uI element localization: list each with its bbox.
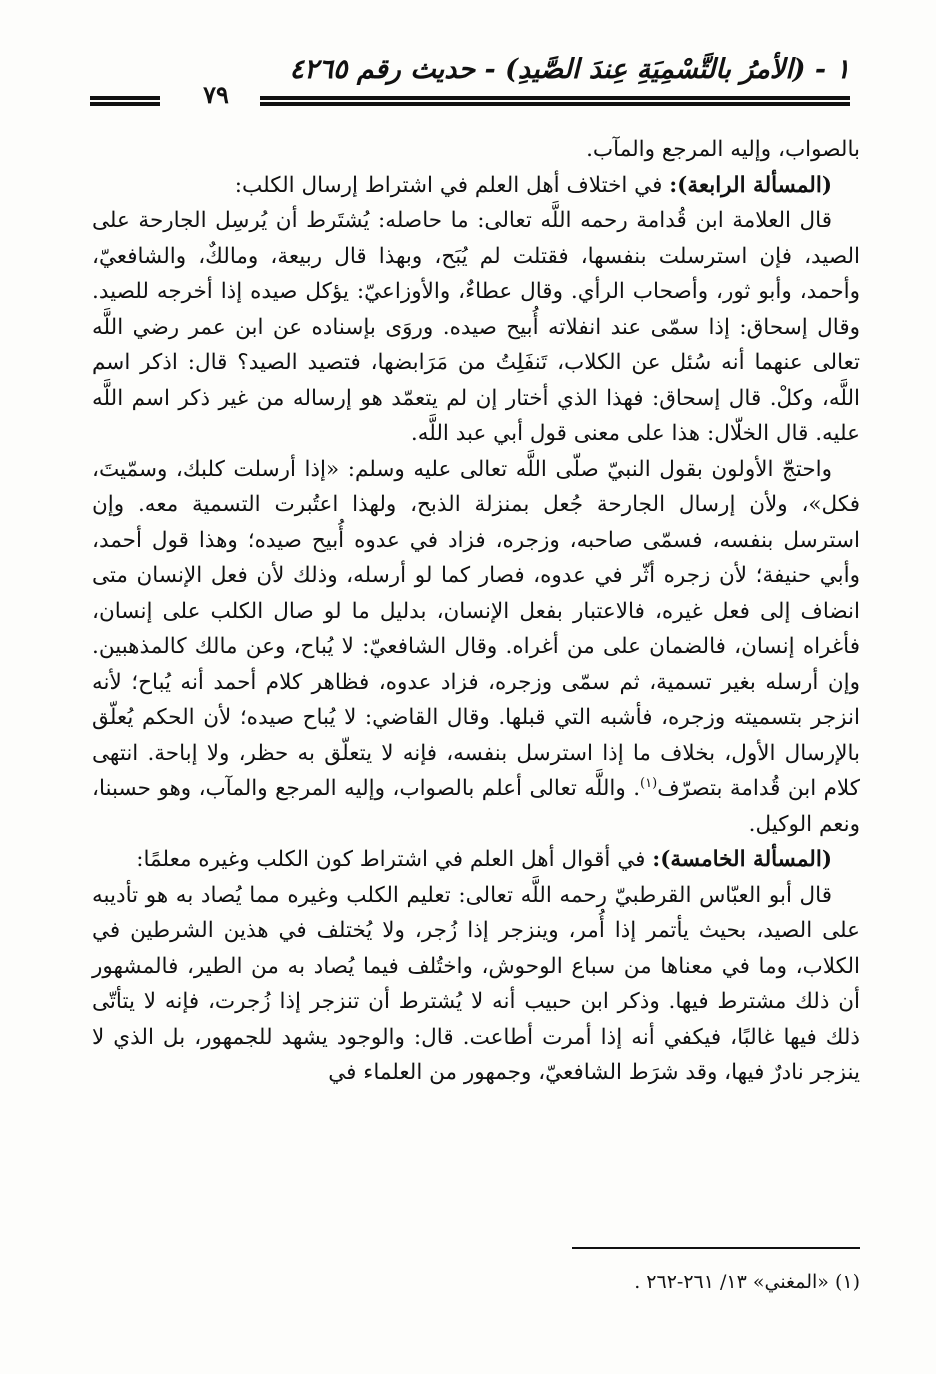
heading-4-label: (المسألة الرابعة):: [669, 172, 832, 198]
section-heading-4: [92, 168, 860, 204]
continuation-line: بالصواب، وإليه المرجع والمآب.: [586, 137, 860, 162]
heading-5-label: (المسألة الخامسة):: [652, 847, 832, 872]
page-header: [90, 52, 850, 110]
footnote-marker: (١): [640, 775, 658, 791]
header-rule-right: [260, 96, 850, 100]
footnote: (١) «المغني» ١٣/ ٢٦١-٢٦٢ .: [634, 1271, 860, 1293]
main-text: [92, 132, 860, 1091]
paragraph-arguments: [92, 452, 860, 843]
running-title: ١ - (الأمرُ بالتَّسْمِيَةِ عِندَ الصَّيدِ) - حديث رقم ٤٢٦٥: [289, 54, 850, 85]
heading-5-text: في أقوال أهل العلم في اشتراط كون الكلب وغيره معلمًا:: [136, 847, 653, 872]
paragraph-ibn-qudama: قال العلامة ابن قُدامة رحمه اللَّه تعالى: ما حاصله: يُشتَرط أن يُرسِل الجارحة على الصيد، فإن استرسلت بنفسها، فقتلت لم يُبَح، وبهذا قال ربيعة، ومالكٌ، والشافعيّ، وأحمد، وأبو ثور، وأصحاب الرأي. وقال عطاءٌ، والأوزاعيّ: يؤكل صيده إذا أخرجه للصيد. وقال إسحاق: إذا سمّى عند انفلاته أُبيح صيده. وروَى بإسناده عن ابن عمر رضي اللَّه تعالى عنهما أنه سُئل عن الكلاب، تَنفَلِتُ من مَرَابضها، فتصيد الصيد؟ قال: اذكر اسم اللَّه، وكلْ. قال إسحاق: فهذا الذي أختار إن لم يتعمّد هو إرساله من غير ذكر اسم اللَّه عليه. قال الخلّال: هذا على معنى قول أبي عبد اللَّه.: [92, 208, 860, 446]
section-heading-5: [92, 842, 860, 878]
paragraph-arguments-text: واحتجّ الأولون بقول النبيّ صلّى اللَّه تعالى عليه وسلم: «إذا أرسلت كلبك، وسمّيتَ، فكل»، ولأن إرسال الجارحة جُعل بمنزلة الذبح، ولهذا اعتُبرت التسمية معه. وإن استرسل بنفسه، فسمّى صاحبه، وزجره، فزاد في عدوه أُبيح صيده؛ وهذا قول أحمد، وأبي حنيفة؛ لأن زجره أثّر في عدوه، فصار كما لو أرسله، وذلك لأن فعل الإنسان متى انضاف إلى فعل غيره، فالاعتبار بفعل الإنسان، بدليل ما لو صال الكلب على إنسان، فأغراه إنسان، فالضمان على من أغراه. وقال الشافعيّ: لا يُباح، وعن مالك كالمذهبين. وإن أرسله بغير تسمية، ثم سمّى وزجره، فزاد عدوه، فظاهر كلام أحمد أنه يُباح؛ لأنه انزجر بتسميته وزجره، فأشبه التي قبلها. وقال القاضي: لا يُباح صيده؛ لأن الحكم يُعلّق بالإرسال الأول، بخلاف ما إذا استرسل بنفسه، فإنه لا يتعلّق به حظر، ولا إباحة. انتهى كلام ابن قُدامة بتصرّف: [92, 456, 860, 801]
footnote-separator: [572, 1247, 860, 1249]
paragraph-arguments-end: . واللَّه تعالى أعلم بالصواب، وإليه المرجع والمآب، وهو حسبنا، ونعم الوكيل.: [92, 776, 860, 837]
header-rule-left: [90, 96, 160, 100]
heading-4-text: في اختلاف أهل العلم في اشتراط إرسال الكلب:: [234, 172, 670, 198]
page-number: ٧٩: [203, 80, 229, 109]
paragraph-qurtubi: قال أبو العبّاس القرطبيّ رحمه اللَّه تعالى: تعليم الكلب وغيره مما يُصاد به هو تأديبه على الصيد، بحيث يأتمر إذا أُمر، وينزجر إذا زُجر، ولا يُختلف في هذين الشرطين في الكلاب، وما في معناها من سباع الوحوش، واختُلف فيما يُصاد به من الطير، فالمشهور أن ذلك مشترط فيها. وذكر ابن حبيب أنه لا يُشترط أن تنزجر إذا زُجرت، فإنه لا يتأتّى ذلك فيها غالبًا، فيكفي أنه إذا أمرت أطاعت. قال: والوجود يشهد للجمهور، بل الذي لا ينزجر نادرٌ فيها، وقد شرَط الشافعيّ، وجمهور من العلماء في: [92, 882, 860, 1085]
